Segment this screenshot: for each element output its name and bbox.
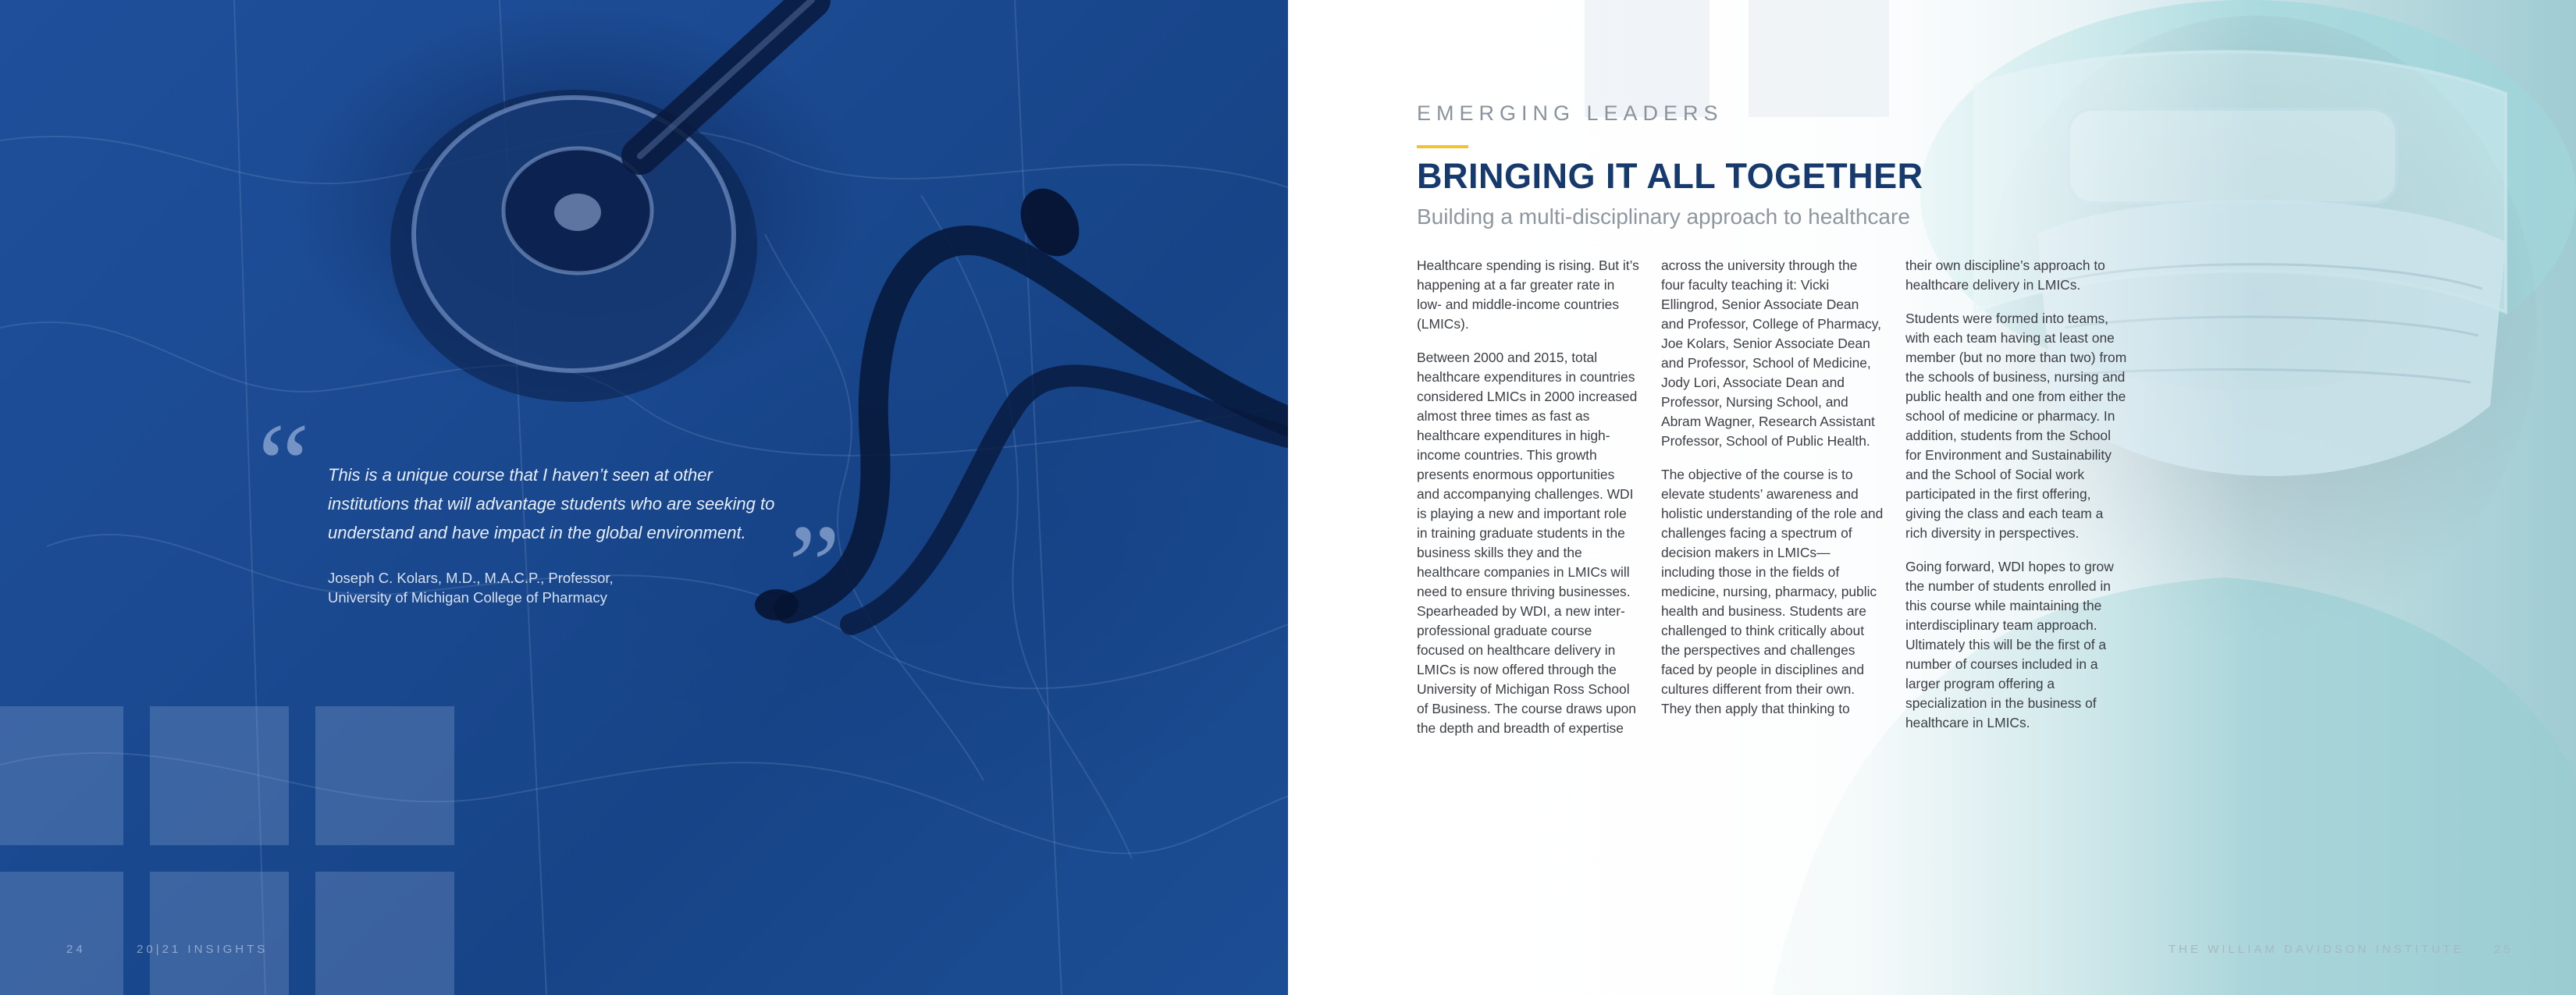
body-column-2 [1661, 256, 1884, 733]
paragraph: Going forward, WDI hopes to grow the number of students enrolled in this course while maintaining the interdisciplinary team approach. Ultimately this will be the first of a number of courses included in a larger program offering a specialization in the business of healthcare in LMICs. [1905, 559, 2114, 730]
decorative-tile [315, 872, 454, 995]
attribution-name: Joseph C. Kolars, M.D., M.A.C.P., Professor, [328, 570, 614, 586]
pull-quote-text: This is a unique course that I haven’t seen at other institutions that will advantage students who are seeking to understand and have impact in the global environment. [328, 465, 775, 542]
right-page [1288, 0, 2576, 995]
paragraph: their own discipline’s approach to healthcare delivery in LMICs. [1905, 258, 2105, 293]
publication-title-right: THE WILLIAM DAVIDSON INSTITUTE [2169, 943, 2464, 956]
body-column-1 [1417, 256, 1639, 752]
paragraph: Healthcare spending is rising. But it’s happening at a far greater rate in low- and middle-income countries (LMICs). [1417, 258, 1639, 332]
close-quote-mark: ” [788, 501, 841, 631]
page-number-right: 25 [2494, 943, 2514, 956]
decorative-tile [0, 706, 123, 845]
paragraph: across the university through the four faculty teaching it: Vicki Ellingrod, Senior Associate Dean and Professor, College of Pharmacy, Joe Kolars, Senior Associate Dean and Professor, School of Medicine, Jody Lori, Associate Dean and Professor, Nursing School, and Abram Wagner, Research Assistant Professor, School of Public Health. [1661, 258, 1881, 449]
publication-title-left: 20|21 INSIGHTS [137, 943, 269, 956]
decorative-tile [150, 706, 289, 845]
open-quote-mark: “ [258, 400, 310, 529]
paragraph: Between 2000 and 2015, total healthcare expenditures in countries considered LMICs in 2000 increased almost three times as fast as healthcare expenditures in high-income countries. This growth presents enormous opportunities and accompanying challenges. WDI is playing a new and important role in training graduate students in the business skills they and the healthcare companies in LMICs will need to ensure thriving businesses. Spearheaded by WDI, a new inter-professional graduate course focused on healthcare delivery in LMICs is now offered through the University of Michigan Ross School of Business. The course draws upon the depth and breadth of expertise [1417, 350, 1638, 736]
decorative-tile [0, 872, 123, 995]
paragraph: The objective of the course is to elevate students’ awareness and holistic understanding of the role and challenges facing a spectrum of decision makers in LMICs—including those in the fields of medicine, nursing, pharmacy, public health and business. Students are challenged to think critically about the perspectives and challenges faced by people in disciplines and cultures different from their own. They then apply that thinking to [1661, 467, 1884, 716]
accent-rule [1417, 145, 1468, 148]
quote-attribution [328, 568, 765, 607]
section-kicker: EMERGING LEADERS [1417, 101, 1724, 125]
page-number-left: 24 [66, 943, 86, 956]
paragraph: Students were formed into teams, with each team having at least one member (but no more than two) from the schools of business, nursing and public health and one from either the school of medicine or pharmacy. In addition, students from the School for Environment and Sustainability and the School of Social work participated in the first offering, giving the class and each team a rich diversity in perspectives. [1905, 311, 2127, 541]
body-column-3 [1905, 256, 2128, 747]
attribution-affiliation: University of Michigan College of Pharmacy [328, 589, 607, 606]
page-subtitle: Building a multi-disciplinary approach to healthcare [1417, 204, 1910, 229]
decorative-tile [150, 872, 289, 995]
page-title: BRINGING IT ALL TOGETHER [1417, 156, 1923, 196]
decorative-tile [315, 706, 454, 845]
